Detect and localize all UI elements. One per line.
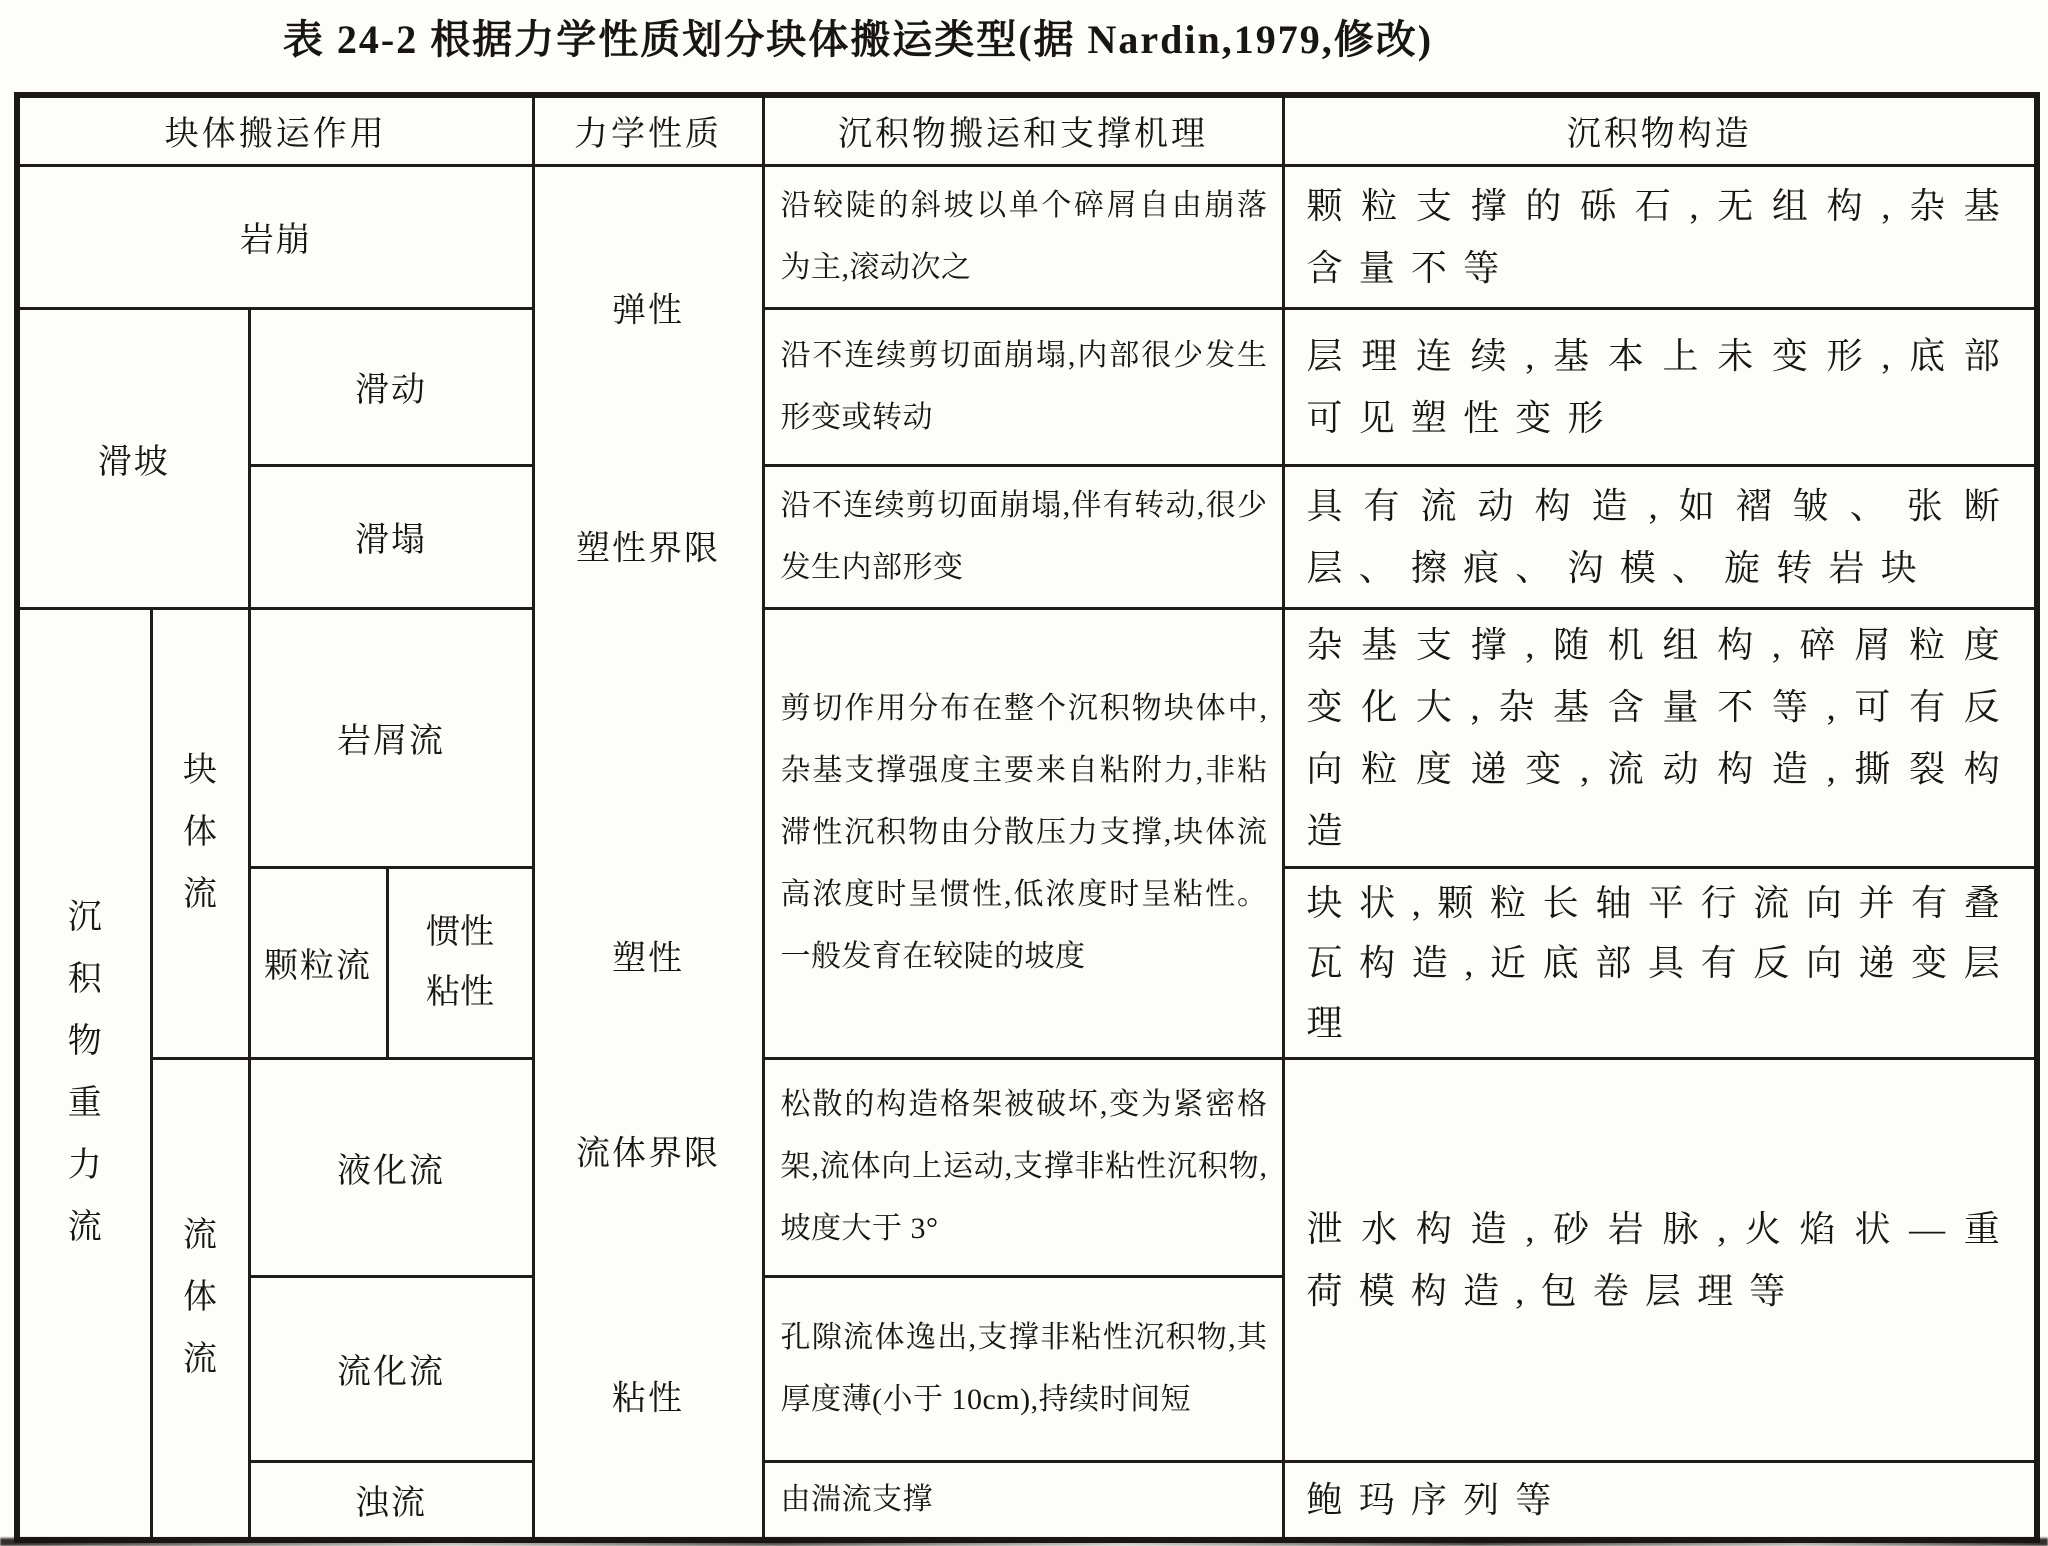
transport-liquefied-flow: 松散的构造格架被破坏,变为紧密格架,流体向上运动,支撑非粘性沉积物,坡度大于 3° xyxy=(763,1058,1283,1276)
fluid-flow-label: 流体流 xyxy=(183,1217,217,1378)
scan-edge-artifact xyxy=(0,1538,2048,1546)
cell-debris-flow: 岩屑流 xyxy=(249,608,533,867)
header-structure: 沉积物构造 xyxy=(1283,95,2037,165)
mechanics-column xyxy=(533,165,763,1540)
transport-mass-flow: 剪切作用分布在整个沉积物块体中,杂基支撑强度主要来自粘附力,非粘滞性沉积物由分散压力支撑,块体流高浓度时呈惯性,低浓度时呈粘性。一般发育在较陡的坡度 xyxy=(763,608,1283,1058)
header-mechanics: 力学性质 xyxy=(533,95,763,165)
structure-liquefied-fluidized: 泄水构造,砂岩脉,火焰状—重荷模构造,包卷层理等 xyxy=(1283,1058,2037,1461)
structure-turbidity-current: 鲍玛序列等 xyxy=(1283,1461,2037,1540)
cell-fluidized-flow: 流化流 xyxy=(249,1276,533,1461)
header-process: 块体搬运作用 xyxy=(17,95,533,165)
header-transport: 沉积物搬运和支撑机理 xyxy=(763,95,1283,165)
cell-turbidity-current: 浊流 xyxy=(249,1461,533,1540)
transport-glide: 沿不连续剪切面崩塌,内部很少发生形变或转动 xyxy=(763,308,1283,465)
cell-slump: 滑塌 xyxy=(249,465,533,608)
mass-flow-label: 块体流 xyxy=(183,752,217,913)
cell-liquefied-flow: 液化流 xyxy=(249,1058,533,1276)
row-turbidity-current xyxy=(17,1461,2037,1540)
grain-flow-regime-label: 惯性粘性 xyxy=(426,913,494,1011)
cell-grain-flow-regime xyxy=(387,867,533,1058)
sediment-gravity-flow-label: 沉积物重力流 xyxy=(67,899,102,1246)
cell-sediment-gravity-flow xyxy=(17,608,151,1540)
cell-mass-flow xyxy=(151,608,249,1058)
row-rockfall xyxy=(17,165,2037,308)
table-title: 表 24-2 根据力学性质划分块体搬运类型(据 Nardin,1979,修改) xyxy=(282,17,1434,62)
row-glide xyxy=(17,308,2037,465)
cell-slide-group: 滑坡 xyxy=(17,308,249,608)
cell-rockfall: 岩崩 xyxy=(17,165,533,308)
mass-transport-classification-table xyxy=(14,92,2040,1543)
cell-grain-flow: 颗粒流 xyxy=(249,867,387,1058)
structure-slump: 具有流动构造,如褶皱、张断层、擦痕、沟模、旋转岩块 xyxy=(1283,465,2037,608)
transport-slump: 沿不连续剪切面崩塌,伴有转动,很少发生内部形变 xyxy=(763,465,1283,608)
cell-fluid-flow xyxy=(151,1058,249,1540)
transport-fluidized-flow: 孔隙流体逸出,支撑非粘性沉积物,其厚度薄(小于 10cm),持续时间短 xyxy=(763,1276,1283,1461)
transport-rockfall: 沿较陡的斜坡以单个碎屑自由崩落为主,滚动次之 xyxy=(763,165,1283,308)
mechanics-label-fluid-limit: 流体界限 xyxy=(576,1135,720,1172)
structure-grain-flow: 块状,颗粒长轴平行流向并有叠瓦构造,近底部具有反向递变层理 xyxy=(1283,867,2037,1058)
header-row xyxy=(17,95,2037,165)
mechanics-label-plastic: 塑性 xyxy=(612,940,684,977)
row-liquefied-flow xyxy=(17,1058,2037,1276)
cell-glide: 滑动 xyxy=(249,308,533,465)
row-slump xyxy=(17,465,2037,608)
transport-turbidity-current: 由湍流支撑 xyxy=(763,1461,1283,1540)
mechanics-label-viscous: 粘性 xyxy=(612,1380,684,1417)
structure-rockfall: 颗粒支撑的砾石,无组构,杂基含量不等 xyxy=(1283,165,2037,308)
mechanics-label-plastic-limit: 塑性界限 xyxy=(576,530,720,567)
structure-debris-flow: 杂基支撑,随机组构,碎屑粒度变化大,杂基含量不等,可有反向粒度递变,流动构造,撕裂构造 xyxy=(1283,608,2037,867)
mechanics-label-elastic: 弹性 xyxy=(612,292,684,329)
structure-glide: 层理连续,基本上未变形,底部可见塑性变形 xyxy=(1283,308,2037,465)
row-debris-flow xyxy=(17,608,2037,867)
